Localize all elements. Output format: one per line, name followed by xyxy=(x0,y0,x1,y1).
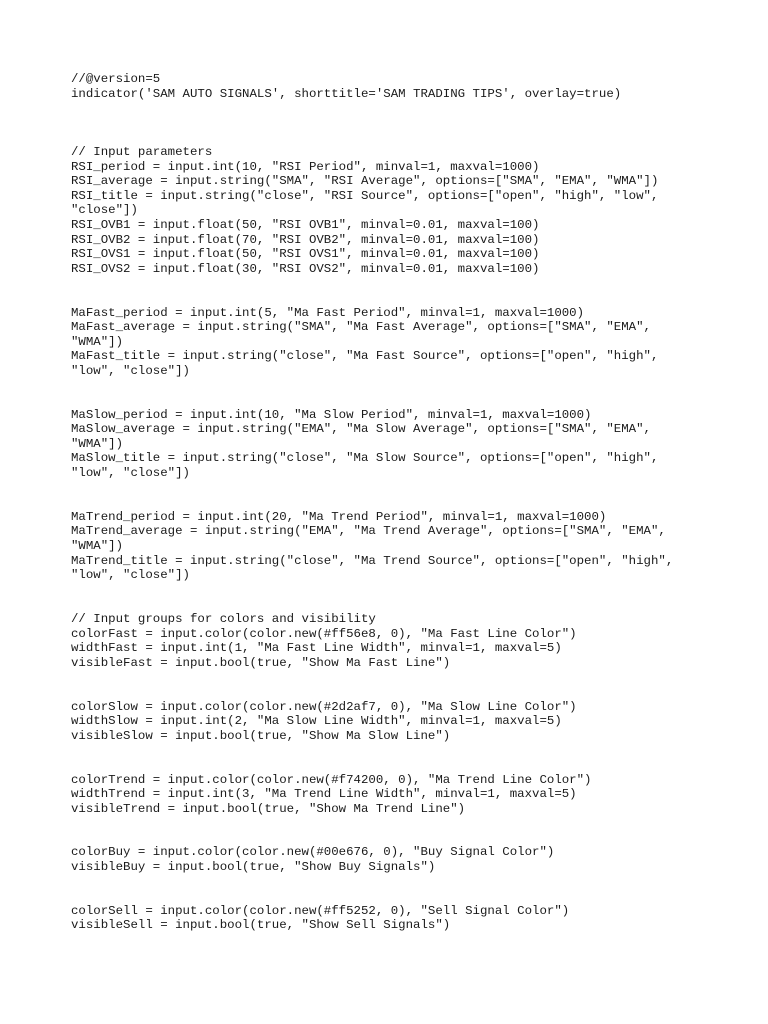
code-line-rsi-title-cont: "close"]) xyxy=(71,203,138,218)
code-line-mafast-period: MaFast_period = input.int(5, "Ma Fast Period", minval=1, maxval=1000) xyxy=(71,305,585,320)
blank-line xyxy=(71,831,731,846)
code-line-matrend-title: MaTrend_title = input.string("close", "Ma Trend Source", options=["open", "high", xyxy=(71,553,674,568)
code-line-width-trend: widthTrend = input.int(3, "Ma Trend Line Width", minval=1, maxval=5) xyxy=(71,787,577,802)
blank-line xyxy=(71,816,731,831)
code-line-mafast-title: MaFast_title = input.string("close", "Ma Fast Source", options=["open", "high", xyxy=(71,349,659,364)
code-comment-colors-visibility: // Input groups for colors and visibility xyxy=(71,611,376,626)
code-line-rsi-ovb2: RSI_OVB2 = input.float(70, "RSI OVB2", minval=0.01, maxval=100) xyxy=(71,232,540,247)
code-line-rsi-ovs2: RSI_OVS2 = input.float(30, "RSI OVS2", minval=0.01, maxval=100) xyxy=(71,261,540,276)
code-comment-input-parameters: // Input parameters xyxy=(71,144,213,159)
blank-line xyxy=(71,101,731,116)
blank-line xyxy=(71,743,731,758)
blank-line xyxy=(71,875,731,890)
blank-line xyxy=(71,758,731,773)
blank-line xyxy=(71,685,731,700)
code-line-color-fast: colorFast = input.color(color.new(#ff56e8, 0), "Ma Fast Line Color") xyxy=(71,626,577,641)
blank-line xyxy=(71,130,731,145)
code-line-visible-buy: visibleBuy = input.bool(true, "Show Buy Signals") xyxy=(71,860,436,875)
code-line-color-trend: colorTrend = input.color(color.new(#f74200, 0), "Ma Trend Line Color") xyxy=(71,772,592,787)
code-line-maslow-period: MaSlow_period = input.int(10, "Ma Slow Period", minval=1, maxval=1000) xyxy=(71,407,592,422)
code-line-indicator: indicator('SAM AUTO SIGNALS', shorttitle='SAM TRADING TIPS', overlay=true) xyxy=(71,86,622,101)
code-line-width-fast: widthFast = input.int(1, "Ma Fast Line Width", minval=1, maxval=5) xyxy=(71,641,562,656)
code-line-visible-fast: visibleFast = input.bool(true, "Show Ma Fast Line") xyxy=(71,655,451,670)
code-line-maslow-title-cont: "low", "close"]) xyxy=(71,466,190,481)
blank-line xyxy=(71,583,731,598)
blank-line xyxy=(71,291,731,306)
code-line-matrend-title-cont: "low", "close"]) xyxy=(71,568,190,583)
blank-line xyxy=(71,276,731,291)
code-line-version: //@version=5 xyxy=(71,72,161,86)
code-line-maslow-average: MaSlow_average = input.string("EMA", "Ma Slow Average", options=["SMA", "EMA", xyxy=(71,422,651,437)
code-line-color-sell: colorSell = input.color(color.new(#ff5252, 0), "Sell Signal Color") xyxy=(71,903,570,918)
code-line-maslow-average-cont: "WMA"]) xyxy=(71,436,124,451)
code-line-color-buy: colorBuy = input.color(color.new(#00e676, 0), "Buy Signal Color") xyxy=(71,845,555,860)
code-line-rsi-ovs1: RSI_OVS1 = input.float(50, "RSI OVS1", minval=0.01, maxval=100) xyxy=(71,247,540,262)
code-listing xyxy=(71,72,731,933)
blank-line xyxy=(71,393,731,408)
blank-line xyxy=(71,495,731,510)
blank-line xyxy=(71,481,731,496)
code-line-rsi-ovb1: RSI_OVB1 = input.float(50, "RSI OVB1", minval=0.01, maxval=100) xyxy=(71,217,540,232)
blank-line xyxy=(71,597,731,612)
blank-line xyxy=(71,670,731,685)
blank-line xyxy=(71,378,731,393)
code-line-visible-trend: visibleTrend = input.bool(true, "Show Ma Trend Line") xyxy=(71,801,466,816)
code-line-matrend-average-cont: "WMA"]) xyxy=(71,539,124,553)
code-line-visible-sell: visibleSell = input.bool(true, "Show Sell Signals") xyxy=(71,918,451,933)
code-line-rsi-period: RSI_period = input.int(10, "RSI Period", minval=1, maxval=1000) xyxy=(71,159,540,174)
code-line-visible-slow: visibleSlow = input.bool(true, "Show Ma Slow Line") xyxy=(71,728,451,743)
blank-line xyxy=(71,889,731,904)
code-line-matrend-average: MaTrend_average = input.string("EMA", "Ma Trend Average", options=["SMA", "EMA", xyxy=(71,524,666,539)
code-line-mafast-average: MaFast_average = input.string("SMA", "Ma Fast Average", options=["SMA", "EMA", xyxy=(71,320,651,335)
code-line-rsi-average: RSI_average = input.string("SMA", "RSI Average", options=["SMA", "EMA", "WMA"]) xyxy=(71,174,659,189)
code-line-width-slow: widthSlow = input.int(2, "Ma Slow Line Width", minval=1, maxval=5) xyxy=(71,714,562,729)
code-line-mafast-average-cont: "WMA"]) xyxy=(71,334,124,349)
code-line-matrend-period: MaTrend_period = input.int(20, "Ma Trend Period", minval=1, maxval=1000) xyxy=(71,509,607,524)
code-line-color-slow: colorSlow = input.color(color.new(#2d2af7, 0), "Ma Slow Line Color") xyxy=(71,699,577,714)
code-line-maslow-title: MaSlow_title = input.string("close", "Ma Slow Source", options=["open", "high", xyxy=(71,451,659,466)
code-line-mafast-title-cont: "low", "close"]) xyxy=(71,363,190,378)
blank-line xyxy=(71,116,731,131)
code-line-rsi-title: RSI_title = input.string("close", "RSI Source", options=["open", "high", "low", xyxy=(71,188,659,203)
